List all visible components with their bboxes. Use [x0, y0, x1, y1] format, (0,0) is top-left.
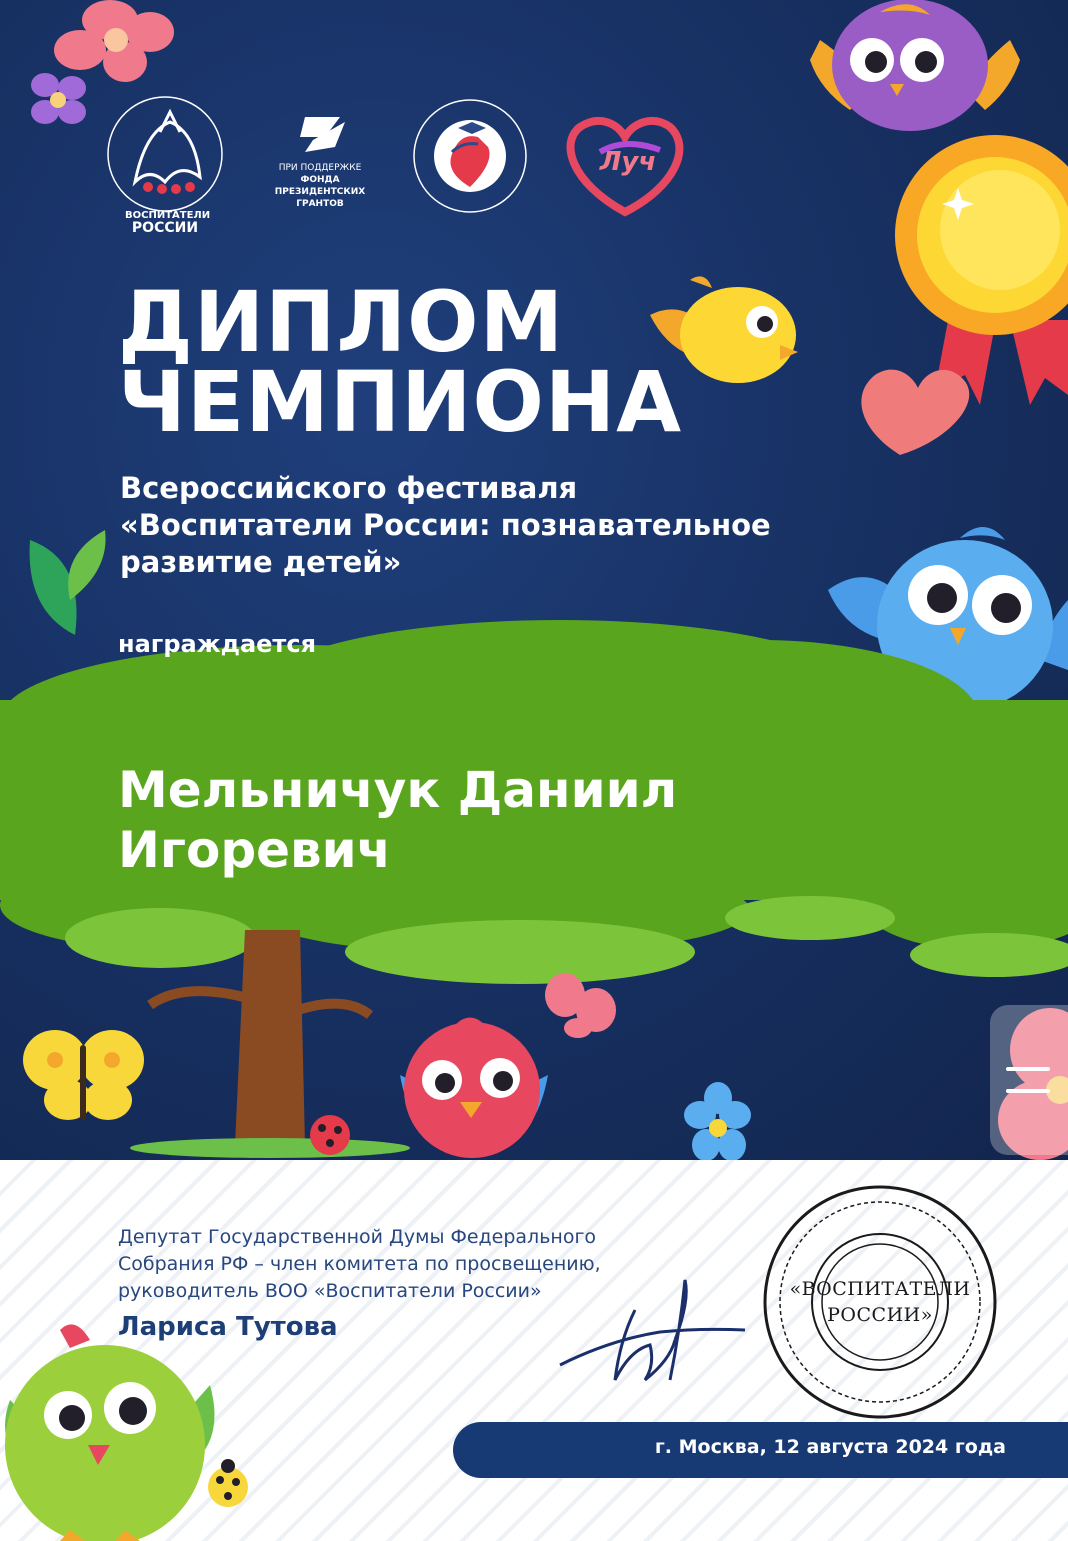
fund-logo-text	[260, 162, 380, 210]
side-menu-handle[interactable]	[990, 1005, 1068, 1155]
leaf-icon	[30, 530, 106, 635]
position-line1: Депутат Государственной Думы Федерального	[118, 1226, 597, 1248]
ladybug-icon	[310, 1115, 350, 1155]
handwritten-signature	[550, 1270, 760, 1400]
stamp-line1: «ВОСПИТАТЕЛИ	[789, 1278, 971, 1300]
position-line2: Собрания РФ – член комитета по просвещению,	[118, 1253, 601, 1275]
voo-logo-line2: РОССИИ	[131, 220, 199, 236]
fund-line3: ПРЕЗИДЕНТСКИХ	[274, 187, 366, 197]
butterfly-icon	[23, 1030, 144, 1120]
signer-name: Лариса Тутова	[118, 1312, 338, 1342]
violet-flower-icon	[31, 73, 86, 124]
stamp-center-text	[760, 1182, 1000, 1422]
partner-logos	[100, 92, 700, 252]
fund-line2: ФОНДА	[300, 175, 340, 185]
luch-logo-text: Луч	[599, 147, 657, 177]
subtitle-line2: «Воспитатели России: познавательное	[120, 508, 771, 542]
subtitle-line1: Всероссийского фестиваля	[120, 471, 578, 505]
position-line3: руководитель ВОО «Воспитатели России»	[118, 1280, 542, 1302]
fund-line4: ГРАНТОВ	[296, 199, 344, 209]
heart-icon	[861, 370, 969, 455]
grass-strip	[130, 1138, 410, 1158]
festival-name	[120, 470, 940, 581]
menu-line-icon	[1006, 1067, 1050, 1071]
official-stamp	[760, 1182, 1000, 1422]
sun-medal-icon	[895, 135, 1068, 405]
diploma-title	[118, 273, 683, 451]
blue-flower-icon	[684, 1082, 751, 1160]
title-line2: ЧЕМПИОНА	[118, 353, 683, 451]
voo-bird-logo-icon	[108, 97, 222, 211]
awarded-label: награждается	[118, 630, 316, 658]
purple-owl-icon	[810, 0, 1020, 131]
title-line1: ДИПЛОМ	[118, 273, 565, 371]
pink-flower-icon	[54, 0, 174, 82]
stamp-line2: РОССИИ»	[827, 1304, 933, 1326]
recipient-name	[118, 760, 918, 880]
presidential-grants-logo-icon	[300, 117, 345, 152]
recipient-line1: Мельничук Даниил	[118, 761, 678, 819]
recipient-line2: Игоревич	[118, 821, 392, 879]
pink-bird-icon	[400, 1018, 548, 1159]
menu-line-icon	[1006, 1089, 1050, 1093]
voo-logo-text	[125, 210, 211, 236]
pink-butterfly-icon	[545, 973, 616, 1038]
subtitle-line3: развитие детей»	[120, 545, 402, 579]
voo-logo-line1: ВОСПИТАТЕЛИ	[125, 210, 211, 221]
fund-line1: ПРИ ПОДДЕРЖКЕ	[278, 163, 362, 173]
institute-logo-icon	[414, 100, 526, 212]
date-banner	[453, 1422, 1068, 1478]
place-date-text: г. Москва, 12 августа 2024 года	[654, 1436, 1006, 1458]
